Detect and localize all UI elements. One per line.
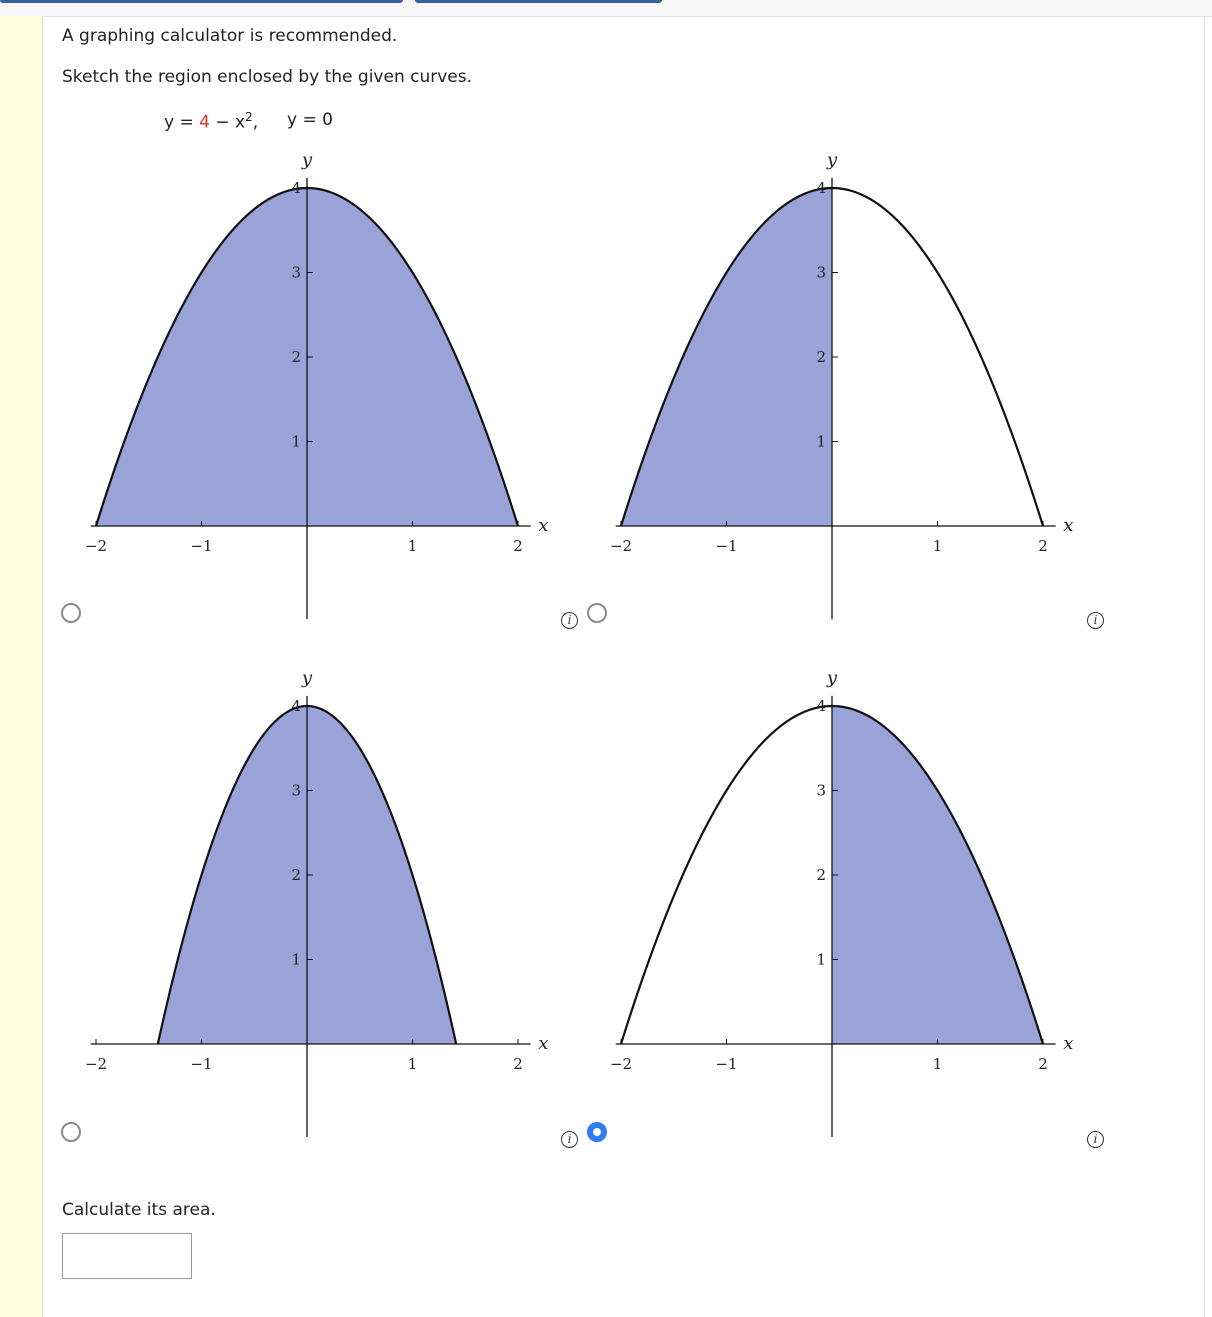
top-tab-2[interactable]	[415, 0, 662, 3]
graph-option-a	[70, 150, 550, 630]
x-axis-label: x	[538, 515, 549, 536]
x-axis-label: x	[1063, 515, 1074, 536]
y-tick-label: 2	[291, 866, 301, 884]
info-icon[interactable]: i	[561, 612, 578, 629]
x-tick-label: −1	[190, 537, 213, 555]
y-axis-label: y	[826, 149, 838, 171]
y-axis-label: y	[826, 667, 838, 689]
radio-option-d[interactable]	[587, 1122, 607, 1142]
radio-option-a[interactable]	[61, 603, 81, 623]
x-tick-label: 2	[1038, 537, 1048, 555]
x-tick-label: −2	[609, 1055, 633, 1073]
x-tick-label: −1	[190, 1055, 213, 1073]
x-tick-label: 2	[513, 537, 523, 555]
x-tick-label: 2	[1038, 1055, 1048, 1073]
x-axis-label: x	[1063, 1033, 1074, 1054]
y-tick-label: 1	[291, 950, 301, 969]
x-tick-label: −2	[84, 537, 108, 555]
content-right-border	[1204, 16, 1205, 1317]
equation-2: y = 0	[287, 110, 333, 130]
y-tick-label: 4	[816, 697, 826, 715]
intro-text: A graphing calculator is recommended.	[62, 26, 398, 46]
equation-1-prefix: y =	[164, 112, 200, 133]
shaded-region	[621, 188, 832, 526]
x-tick-label: 1	[932, 537, 943, 555]
equation-1-constant: 4	[199, 112, 210, 133]
y-tick-label: 3	[291, 263, 301, 282]
instruction-text: Sketch the region enclosed by the given curves.	[62, 67, 473, 87]
info-icon[interactable]: i	[1087, 612, 1104, 629]
y-axis-label: y	[301, 667, 313, 689]
y-tick-label: 3	[291, 781, 301, 800]
x-axis-label: x	[538, 1033, 549, 1054]
info-icon[interactable]: i	[1087, 1131, 1104, 1148]
y-axis-label: y	[301, 149, 313, 171]
y-tick-label: 1	[816, 950, 826, 969]
y-tick-label: 2	[816, 348, 826, 366]
y-tick-label: 2	[816, 866, 826, 884]
y-tick-label: 4	[291, 697, 301, 715]
y-tick-label: 1	[291, 432, 301, 451]
top-tab-1[interactable]	[0, 0, 403, 3]
radio-option-c[interactable]	[61, 1122, 81, 1142]
y-tick-label: 4	[816, 179, 826, 197]
equation-1	[164, 110, 258, 133]
x-tick-label: 1	[407, 1055, 418, 1073]
graph-option-c	[70, 668, 550, 1148]
x-tick-label: −2	[609, 537, 633, 555]
equation-1-exponent: 2	[245, 110, 253, 124]
graph-option-b	[595, 150, 1075, 630]
x-tick-label: −2	[84, 1055, 108, 1073]
shaded-region	[832, 706, 1043, 1044]
y-tick-label: 2	[291, 348, 301, 366]
x-tick-label: −1	[715, 537, 738, 555]
x-tick-label: 1	[932, 1055, 943, 1073]
area-answer-input[interactable]	[62, 1233, 192, 1279]
radio-option-b[interactable]	[587, 603, 607, 623]
equation-1-comma: ,	[252, 112, 259, 133]
x-tick-label: 2	[513, 1055, 523, 1073]
question-margin-bar	[0, 16, 43, 1317]
x-tick-label: −1	[715, 1055, 738, 1073]
equation-1-term: − x	[209, 112, 246, 133]
y-tick-label: 3	[816, 781, 826, 800]
info-icon[interactable]: i	[561, 1131, 578, 1148]
y-tick-label: 3	[816, 263, 826, 282]
x-tick-label: 1	[407, 537, 418, 555]
top-nav-strip	[0, 0, 1212, 17]
graph-option-d	[595, 668, 1075, 1148]
y-tick-label: 4	[291, 179, 301, 197]
y-tick-label: 1	[816, 432, 826, 451]
area-prompt: Calculate its area.	[62, 1200, 216, 1220]
